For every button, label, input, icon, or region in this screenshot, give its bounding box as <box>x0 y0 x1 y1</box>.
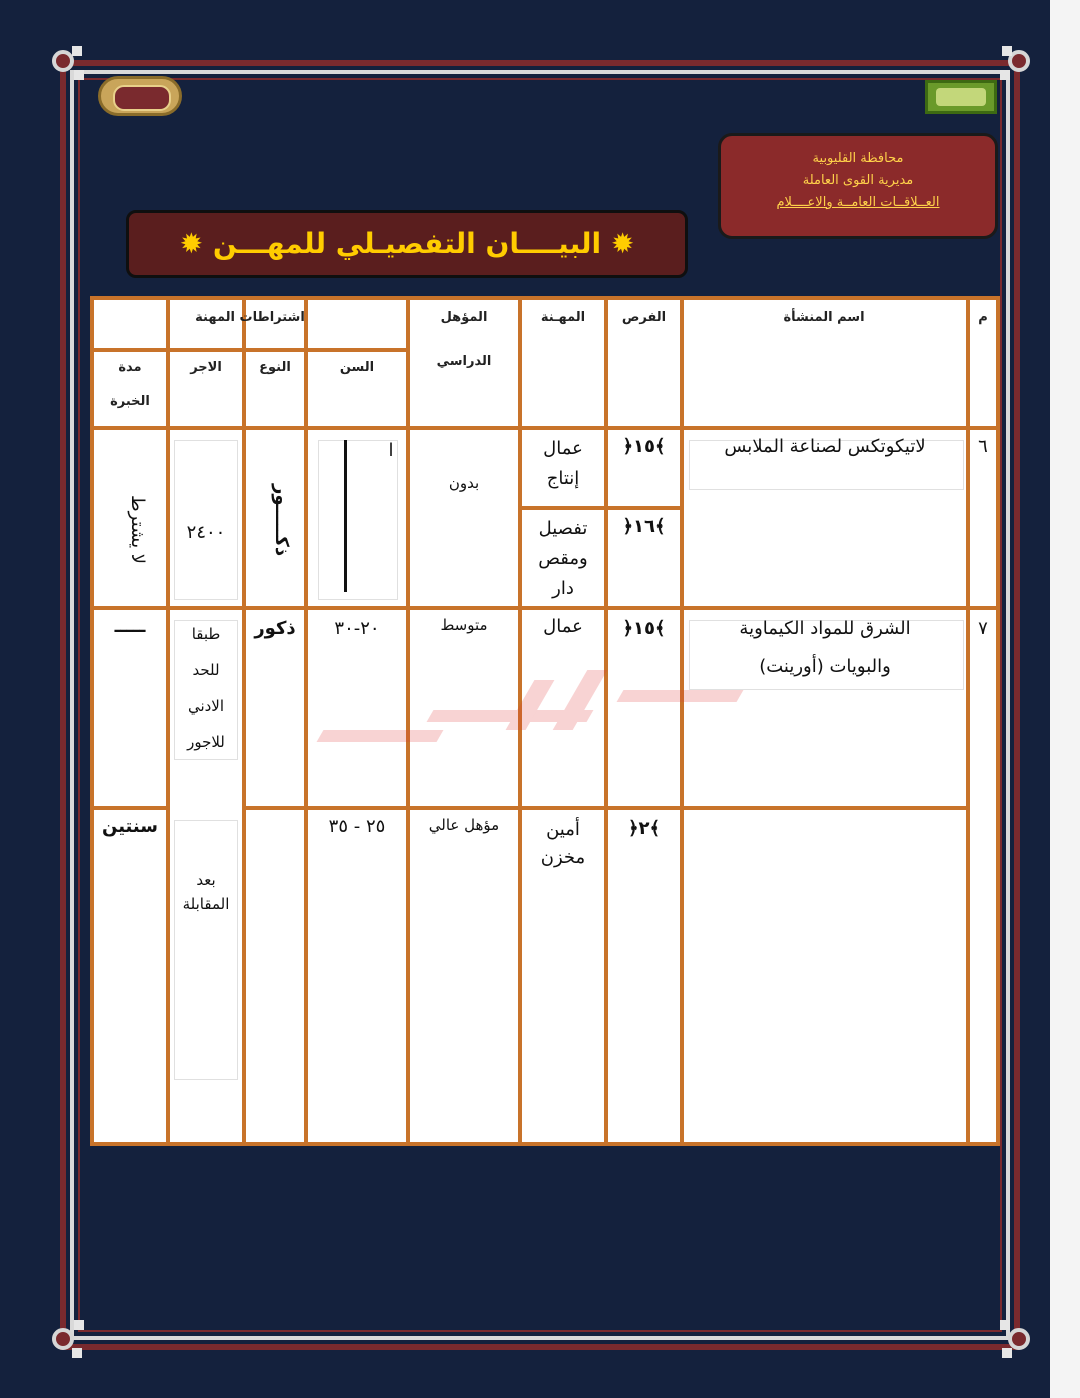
row6-age-dash <box>344 440 347 592</box>
row7-gender: ذكور <box>254 618 296 639</box>
row6-gender: ذكـــــور <box>271 483 292 557</box>
salary-line: المقابلة <box>182 895 230 913</box>
egypt-emblem-logo <box>98 76 182 116</box>
row7-job1-salary <box>174 616 238 760</box>
row7-establishment-2: والبويات (أورينت) <box>759 656 891 677</box>
row6-job1-vacancies: ﴾١٥﴿ <box>622 436 666 457</box>
salary-line: للحد <box>192 661 220 679</box>
header-salary: الاجر <box>190 360 222 375</box>
row7-job2-profession <box>530 816 596 872</box>
corner-ornament-bottom-left <box>44 1320 84 1360</box>
row7-job2-vacancies: ﴾٢﴿ <box>627 818 661 839</box>
row7-job2-experience: سنتين <box>102 816 158 837</box>
row6-num: ٦ <box>978 436 988 457</box>
row7-job1-vacancies: ﴾١٥﴿ <box>622 618 666 639</box>
header-requirements: اشتراطات المهنة <box>195 310 305 325</box>
newspaper-watermark-logo <box>320 640 760 750</box>
org-line-governorate: محافظة القليوبية <box>812 151 904 166</box>
salary-line: للاجور <box>187 733 225 751</box>
org-line-directorate: مديرية القوى العاملة <box>802 173 914 188</box>
page-title-text: البيــــان التفصيـلي للمهـــن <box>212 227 602 260</box>
org-line-relations: العــلاقــات العامــة والاعــــلام <box>776 195 940 210</box>
profession-line: مخزن <box>540 847 586 868</box>
page-edge-strip <box>1050 0 1080 1398</box>
header-age: السن <box>339 360 375 375</box>
row6-experience: لا يشترط <box>127 495 148 565</box>
header-qualification-2: الدراسي <box>436 354 492 369</box>
corner-ornament-bottom-right <box>1000 1320 1040 1360</box>
profession-line: أمين <box>546 819 580 840</box>
row6-job2-vacancies: ﴾١٦﴿ <box>622 516 666 537</box>
header-qualification: المؤهل <box>440 310 488 325</box>
row6-job1-profession: عمال إنتاج <box>543 438 583 489</box>
header-experience-2: الخبرة <box>110 394 150 409</box>
row6-job2-profession: تفصيل ومقص دار <box>538 518 588 599</box>
row7-job1-qualification: متوسط <box>440 616 488 634</box>
row7-job2-qualification: مؤهل عالي <box>428 816 500 834</box>
page-title <box>126 210 688 278</box>
title-bullet-icon: ✹ <box>179 227 213 260</box>
salary-line: الادني <box>187 697 225 715</box>
salary-line: طبقا <box>191 625 221 643</box>
row7-job1-age: ٢٠-٣٠ <box>334 618 380 639</box>
title-bullet-icon: ✹ <box>601 227 635 260</box>
ministry-logo <box>925 80 997 114</box>
organization-box <box>718 133 998 239</box>
header-gender: النوع <box>259 360 291 375</box>
row7-job1-experience: ـــــ <box>114 616 146 637</box>
corner-ornament-top-right <box>1000 42 1040 82</box>
header-num: م <box>978 310 988 325</box>
row7-job2-salary <box>174 868 238 916</box>
row7-num: ٧ <box>978 618 988 639</box>
header-profession: المهـنة <box>540 310 586 325</box>
row6-establishment: لاتيكوتكس لصناعة الملابس <box>724 436 926 457</box>
row7-establishment: الشرق للمواد الكيماوية <box>739 618 911 639</box>
row7-job1-profession: عمال <box>543 616 583 637</box>
row6-qualification: بدون <box>448 474 480 492</box>
header-establishment: اسم المنشأة <box>783 310 865 325</box>
header-experience: مدة <box>118 360 142 375</box>
salary-line: بعد <box>196 871 216 889</box>
row6-age: ا <box>388 440 394 461</box>
corner-ornament-top-left <box>44 42 84 82</box>
row7-job2-age: ٢٥ - ٣٥ <box>328 816 386 837</box>
header-vacancies: الفرص <box>621 310 667 325</box>
row6-salary: ٢٤٠٠ <box>186 522 226 543</box>
